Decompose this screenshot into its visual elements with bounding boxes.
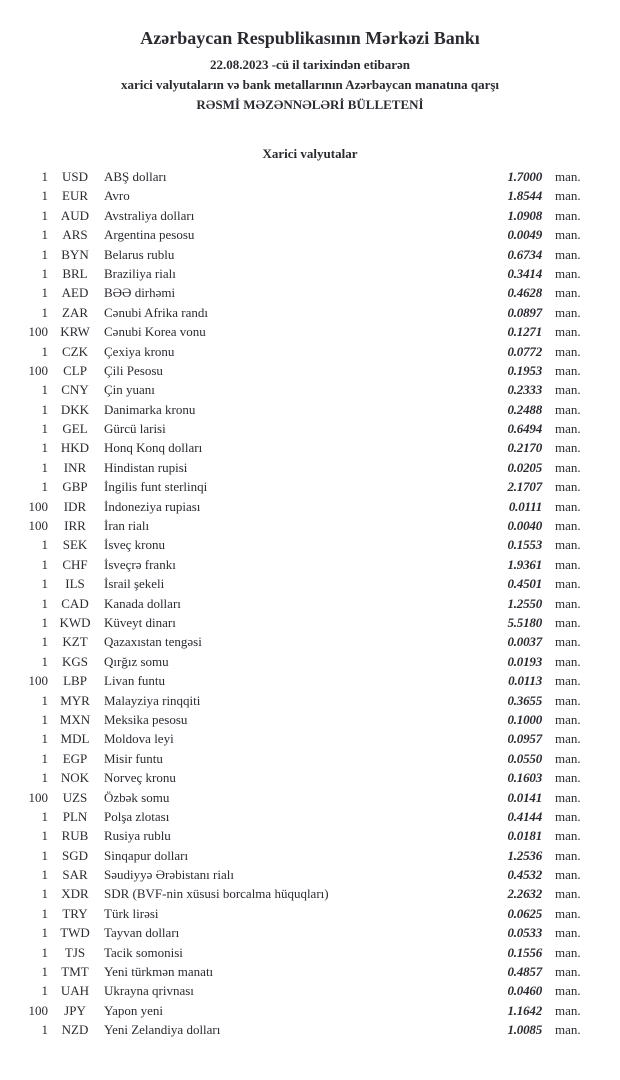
table-row	[0, 305, 620, 324]
quantity-cell: 1	[41, 227, 48, 243]
unit-cell: man.	[555, 537, 581, 553]
currency-code-cell: SAR	[62, 867, 88, 883]
rate-value-cell: 0.1271	[507, 324, 542, 340]
table-row	[0, 557, 620, 576]
currency-name-cell: İndoneziya rupiası	[104, 498, 201, 514]
currency-code-cell: EGP	[62, 750, 88, 766]
currency-code-cell: ARS	[62, 227, 88, 243]
table-row	[0, 790, 620, 809]
table-row	[0, 1022, 620, 1041]
quantity-cell: 1	[41, 808, 48, 824]
currency-name-cell: Moldova leyi	[104, 731, 174, 747]
currency-code-cell: NOK	[60, 770, 90, 786]
currency-code-cell: TWD	[60, 925, 90, 941]
quantity-cell: 100	[28, 673, 48, 689]
currency-code-cell: MYR	[60, 692, 90, 708]
table-row	[0, 576, 620, 595]
currency-name-cell: Honq Konq dolları	[104, 440, 203, 456]
quantity-cell: 100	[28, 518, 48, 534]
unit-cell: man.	[555, 1022, 581, 1038]
currency-code-cell: USD	[61, 169, 88, 184]
unit-cell: man.	[555, 576, 581, 592]
unit-cell: man.	[555, 828, 581, 844]
table-row	[0, 421, 620, 440]
currency-code-cell: MDL	[60, 731, 90, 747]
currency-code-cell: XDR	[61, 886, 89, 902]
unit-cell: man.	[555, 731, 581, 747]
table-row	[0, 440, 620, 459]
unit-cell: man.	[555, 227, 581, 243]
table-row	[0, 518, 620, 537]
rate-value-cell: 0.0049	[507, 227, 542, 243]
table-row	[0, 828, 620, 847]
currency-code-cell: CZK	[62, 343, 88, 359]
unit-cell: man.	[555, 169, 581, 184]
currency-name-cell: Cənubi Korea vonu	[104, 324, 206, 340]
currency-name-cell: Qırğız somu	[104, 653, 169, 669]
currency-name-cell: İsveç kronu	[104, 537, 166, 553]
table-row	[0, 382, 620, 401]
currency-name-cell: Küveyt dinarı	[104, 614, 176, 630]
currency-name-cell: Səudiyyə Ərəbistanı rialı	[104, 867, 234, 883]
quantity-cell: 1	[41, 304, 48, 320]
currency-name-cell: Yapon yeni	[104, 1002, 163, 1018]
unit-cell: man.	[555, 867, 581, 883]
table-row	[0, 867, 620, 886]
table-row	[0, 460, 620, 479]
currency-code-cell: NZD	[61, 1022, 89, 1038]
quantity-cell: 1	[41, 479, 48, 495]
rate-value-cell: 5.5180	[507, 614, 542, 630]
currency-name-cell: Danimarka kronu	[104, 401, 196, 417]
quantity-cell: 1	[41, 653, 48, 669]
quantity-cell: 1	[41, 634, 48, 650]
currency-name-cell: Polşa zlotası	[104, 808, 170, 824]
currency-name-cell: İsveçrə frankı	[104, 556, 176, 572]
currency-name-cell: Çexiya kronu	[104, 343, 175, 359]
quantity-cell: 1	[41, 459, 48, 475]
currency-name-cell: Misir funtu	[104, 750, 163, 766]
table-row	[0, 266, 620, 285]
currency-name-cell: Gürcü larisi	[104, 421, 166, 437]
currency-code-cell: GBP	[62, 479, 88, 495]
currency-code-cell: HKD	[60, 440, 90, 456]
currency-name-cell: Avro	[104, 188, 130, 204]
unit-cell: man.	[555, 653, 581, 669]
rate-value-cell: 1.9361	[507, 556, 542, 572]
unit-cell: man.	[555, 808, 581, 824]
unit-cell: man.	[555, 498, 581, 514]
currency-name-cell: Hindistan rupisi	[104, 459, 188, 475]
currency-name-cell: İsrail şekeli	[104, 576, 165, 592]
unit-cell: man.	[555, 440, 581, 456]
rate-value-cell: 0.0181	[507, 828, 542, 844]
currency-code-cell: GEL	[62, 421, 88, 437]
unit-cell: man.	[555, 983, 581, 999]
quantity-cell: 1	[41, 285, 48, 301]
quantity-cell: 1	[41, 847, 48, 863]
table-row	[0, 712, 620, 731]
currency-name-cell: Sinqapur dolları	[104, 847, 189, 863]
currency-code-cell: TMT	[61, 964, 89, 980]
unit-cell: man.	[555, 304, 581, 320]
currency-code-cell: RUB	[61, 828, 89, 844]
quantity-cell: 1	[41, 614, 48, 630]
rate-value-cell: 0.0957	[507, 731, 542, 747]
quantity-cell: 1	[41, 401, 48, 417]
quantity-cell: 1	[41, 265, 48, 281]
rate-value-cell: 0.0772	[507, 343, 542, 359]
unit-cell: man.	[555, 265, 581, 281]
currency-code-cell: EUR	[62, 188, 88, 204]
rate-value-cell: 1.2536	[507, 847, 542, 863]
rate-value-cell: 0.4144	[507, 808, 542, 824]
quantity-cell: 1	[41, 711, 48, 727]
quantity-cell: 100	[28, 789, 48, 805]
rate-value-cell: 0.3655	[507, 692, 542, 708]
rate-value-cell: 0.0111	[508, 498, 542, 514]
rate-value-cell: 0.2170	[507, 440, 542, 456]
currency-code-cell: SGD	[61, 847, 88, 863]
rate-value-cell: 0.0037	[507, 634, 542, 650]
currency-code-cell: CNY	[61, 382, 89, 398]
table-row	[0, 925, 620, 944]
currency-name-cell: Avstraliya dolları	[104, 207, 195, 223]
unit-cell: man.	[555, 789, 581, 805]
currency-name-cell: Qazaxıstan tengəsi	[104, 634, 202, 650]
unit-cell: man.	[555, 944, 581, 960]
unit-cell: man.	[555, 518, 581, 534]
quantity-cell: 1	[41, 944, 48, 960]
section-title-foreign-currencies: Xarici valyutalar	[262, 146, 358, 161]
bulletin-header	[0, 0, 620, 115]
rate-value-cell: 0.1603	[507, 770, 542, 786]
quantity-cell: 1	[41, 440, 48, 456]
rate-value-cell: 0.1553	[507, 537, 542, 553]
rate-value-cell: 0.2488	[507, 401, 542, 417]
rate-value-cell: 2.2632	[507, 886, 542, 902]
currency-name-cell: Norveç kronu	[104, 770, 176, 786]
currency-name-cell: Argentina pesosu	[104, 227, 195, 243]
currency-name-cell: Cənubi Afrika randı	[104, 304, 208, 320]
currency-name-cell: Özbək somu	[104, 789, 170, 805]
quantity-cell: 100	[28, 498, 48, 514]
currency-code-cell: BYN	[61, 246, 89, 262]
currency-name-cell: Türk lirəsi	[104, 905, 159, 921]
unit-cell: man.	[555, 362, 581, 378]
currency-code-cell: UZS	[62, 789, 88, 805]
quantity-cell: 100	[28, 1002, 48, 1018]
currency-name-cell: İngilis funt sterlinqi	[104, 479, 208, 495]
table-row	[0, 906, 620, 925]
rate-value-cell: 1.2550	[507, 595, 542, 611]
currency-code-cell: IRR	[64, 518, 86, 534]
unit-cell: man.	[555, 324, 581, 340]
quantity-cell: 1	[41, 169, 48, 184]
table-row	[0, 770, 620, 789]
unit-cell: man.	[555, 847, 581, 863]
currency-code-cell: KWD	[59, 614, 91, 630]
table-row	[0, 1003, 620, 1022]
quantity-cell: 1	[41, 828, 48, 844]
table-row	[0, 634, 620, 653]
effective-date-line: 22.08.2023 -cü il tarixindən etibarən	[209, 57, 411, 72]
currency-name-cell: Tacik somonisi	[104, 944, 183, 960]
unit-cell: man.	[555, 459, 581, 475]
table-row	[0, 964, 620, 983]
unit-cell: man.	[555, 770, 581, 786]
unit-cell: man.	[555, 614, 581, 630]
unit-cell: man.	[555, 886, 581, 902]
currency-name-cell: ABŞ dolları	[104, 169, 167, 184]
rate-value-cell: 0.0193	[507, 653, 542, 669]
rate-value-cell: 0.1000	[507, 711, 542, 727]
currency-code-cell: DKK	[60, 401, 90, 417]
rate-value-cell: 0.6734	[507, 246, 542, 262]
unit-cell: man.	[555, 925, 581, 941]
currency-name-cell: Tayvan dolları	[104, 925, 180, 941]
currency-code-cell: MXN	[59, 711, 91, 727]
currency-name-cell: İran rialı	[104, 518, 150, 534]
currency-name-cell: Yeni Zelandiya dolları	[104, 1022, 221, 1038]
currency-code-cell: TJS	[64, 944, 86, 960]
quantity-cell: 1	[41, 983, 48, 999]
rate-value-cell: 0.6494	[507, 421, 542, 437]
unit-cell: man.	[555, 905, 581, 921]
table-row	[0, 188, 620, 207]
rate-value-cell: 1.0908	[507, 207, 542, 223]
currency-code-cell: CAD	[61, 595, 89, 611]
unit-cell: man.	[555, 750, 581, 766]
currency-code-cell: IDR	[63, 498, 87, 514]
rates-table	[0, 169, 620, 1042]
unit-cell: man.	[555, 246, 581, 262]
rate-value-cell: 0.0460	[507, 983, 542, 999]
quantity-cell: 1	[41, 188, 48, 204]
currency-code-cell: PLN	[62, 808, 88, 824]
currency-name-cell: Livan funtu	[104, 673, 166, 689]
currency-code-cell: SEK	[62, 537, 88, 553]
rate-value-cell: 0.0141	[507, 789, 542, 805]
unit-cell: man.	[555, 343, 581, 359]
currency-name-cell: Kanada dolları	[104, 595, 181, 611]
currency-code-cell: KRW	[60, 324, 90, 340]
table-row	[0, 499, 620, 518]
table-row	[0, 324, 620, 343]
table-row	[0, 654, 620, 673]
table-row	[0, 596, 620, 615]
table-row	[0, 615, 620, 634]
rate-value-cell: 0.0040	[507, 518, 542, 534]
table-row	[0, 402, 620, 421]
currency-code-cell: LBP	[63, 673, 87, 689]
currency-code-cell: KZT	[62, 634, 88, 650]
bank-title: Azərbaycan Respublikasının Mərkəzi Bankı	[140, 28, 480, 48]
unit-cell: man.	[555, 401, 581, 417]
unit-cell: man.	[555, 188, 581, 204]
rate-value-cell: 0.4532	[507, 867, 542, 883]
unit-cell: man.	[555, 421, 581, 437]
unit-cell: man.	[555, 964, 581, 980]
quantity-cell: 1	[41, 964, 48, 980]
quantity-cell: 1	[41, 595, 48, 611]
table-row	[0, 809, 620, 828]
currency-name-cell: Ukrayna qrivnası	[104, 983, 194, 999]
unit-cell: man.	[555, 556, 581, 572]
quantity-cell: 1	[41, 556, 48, 572]
rate-value-cell: 0.0533	[507, 925, 542, 941]
table-row	[0, 945, 620, 964]
currency-code-cell: CLP	[63, 362, 87, 378]
currency-name-cell: Rusiya rublu	[104, 828, 171, 844]
rate-value-cell: 0.0113	[508, 673, 542, 689]
rate-value-cell: 0.3414	[507, 265, 542, 281]
quantity-cell: 1	[41, 867, 48, 883]
rate-value-cell: 0.4857	[507, 964, 542, 980]
quantity-cell: 1	[41, 731, 48, 747]
currency-code-cell: CHF	[62, 556, 88, 572]
quantity-cell: 1	[41, 537, 48, 553]
rate-value-cell: 0.1953	[507, 362, 542, 378]
unit-cell: man.	[555, 673, 581, 689]
table-row	[0, 479, 620, 498]
currency-name-cell: Yeni türkmən manatı	[104, 964, 214, 980]
unit-cell: man.	[555, 285, 581, 301]
quantity-cell: 1	[41, 343, 48, 359]
currency-name-cell: SDR (BVF-nin xüsusi borcalma hüquqları)	[104, 886, 329, 902]
currency-name-cell: Malayziya rinqqiti	[104, 692, 201, 708]
unit-cell: man.	[555, 479, 581, 495]
unit-cell: man.	[555, 634, 581, 650]
currency-name-cell: BƏƏ dirhəmi	[104, 285, 176, 301]
quantity-cell: 1	[41, 576, 48, 592]
currency-code-cell: UAH	[60, 983, 90, 999]
rate-value-cell: 0.0205	[507, 459, 542, 475]
table-row	[0, 227, 620, 246]
quantity-cell: 100	[28, 362, 48, 378]
quantity-cell: 1	[41, 886, 48, 902]
rate-value-cell: 1.0085	[507, 1022, 542, 1038]
unit-cell: man.	[555, 595, 581, 611]
quantity-cell: 1	[41, 207, 48, 223]
quantity-cell: 1	[41, 1022, 48, 1038]
table-row	[0, 886, 620, 905]
currency-name-cell: Meksika pesosu	[104, 711, 188, 727]
table-row	[0, 537, 620, 556]
rate-value-cell: 1.8544	[507, 188, 542, 204]
currency-code-cell: BRL	[62, 265, 88, 281]
unit-cell: man.	[555, 1002, 581, 1018]
rate-value-cell: 0.2333	[507, 382, 542, 398]
unit-cell: man.	[555, 207, 581, 223]
table-row	[0, 693, 620, 712]
table-row	[0, 169, 620, 188]
bulletin-title-line: RƏSMİ MƏZƏNNƏLƏRİ BÜLLETENİ	[196, 97, 424, 112]
table-row	[0, 208, 620, 227]
currency-name-cell: Çin yuanı	[104, 382, 155, 398]
table-row	[0, 751, 620, 770]
table-row	[0, 285, 620, 304]
rate-value-cell: 0.0625	[507, 905, 542, 921]
quantity-cell: 1	[41, 421, 48, 437]
rate-value-cell: 0.1556	[507, 944, 542, 960]
table-row	[0, 247, 620, 266]
currency-name-cell: Braziliya rialı	[104, 265, 176, 281]
quantity-cell: 1	[41, 925, 48, 941]
quantity-cell: 1	[41, 770, 48, 786]
unit-cell: man.	[555, 382, 581, 398]
table-row	[0, 344, 620, 363]
currency-code-cell: AUD	[60, 207, 90, 223]
unit-cell: man.	[555, 711, 581, 727]
quantity-cell: 1	[41, 750, 48, 766]
table-row	[0, 673, 620, 692]
currency-code-cell: KGS	[61, 653, 88, 669]
rate-value-cell: 1.1642	[507, 1002, 542, 1018]
currency-code-cell: ZAR	[62, 304, 88, 320]
quantity-cell: 1	[41, 692, 48, 708]
currency-name-cell: Belarus rublu	[104, 246, 175, 262]
table-row	[0, 363, 620, 382]
quantity-cell: 1	[41, 905, 48, 921]
quantity-cell: 1	[41, 246, 48, 262]
rate-value-cell: 0.0897	[507, 304, 542, 320]
unit-cell: man.	[555, 692, 581, 708]
rate-value-cell: 1.7000	[507, 169, 542, 184]
currency-code-cell: TRY	[62, 905, 88, 921]
currency-name-cell: Çili Pesosu	[104, 362, 163, 378]
rate-value-cell: 0.0550	[507, 750, 542, 766]
table-row	[0, 731, 620, 750]
table-row	[0, 983, 620, 1002]
currency-code-cell: JPY	[64, 1002, 86, 1018]
rate-value-cell: 2.1707	[507, 479, 542, 495]
currency-code-cell: AED	[61, 285, 89, 301]
currency-code-cell: INR	[63, 459, 87, 475]
table-row	[0, 848, 620, 867]
rate-value-cell: 0.4628	[507, 285, 542, 301]
subject-line: xarici valyutaların və bank metallarının Azərbaycan manatına qarşı	[120, 77, 500, 92]
quantity-cell: 1	[41, 382, 48, 398]
quantity-cell: 100	[28, 324, 48, 340]
rate-value-cell: 0.4501	[507, 576, 542, 592]
currency-code-cell: ILS	[65, 576, 85, 592]
